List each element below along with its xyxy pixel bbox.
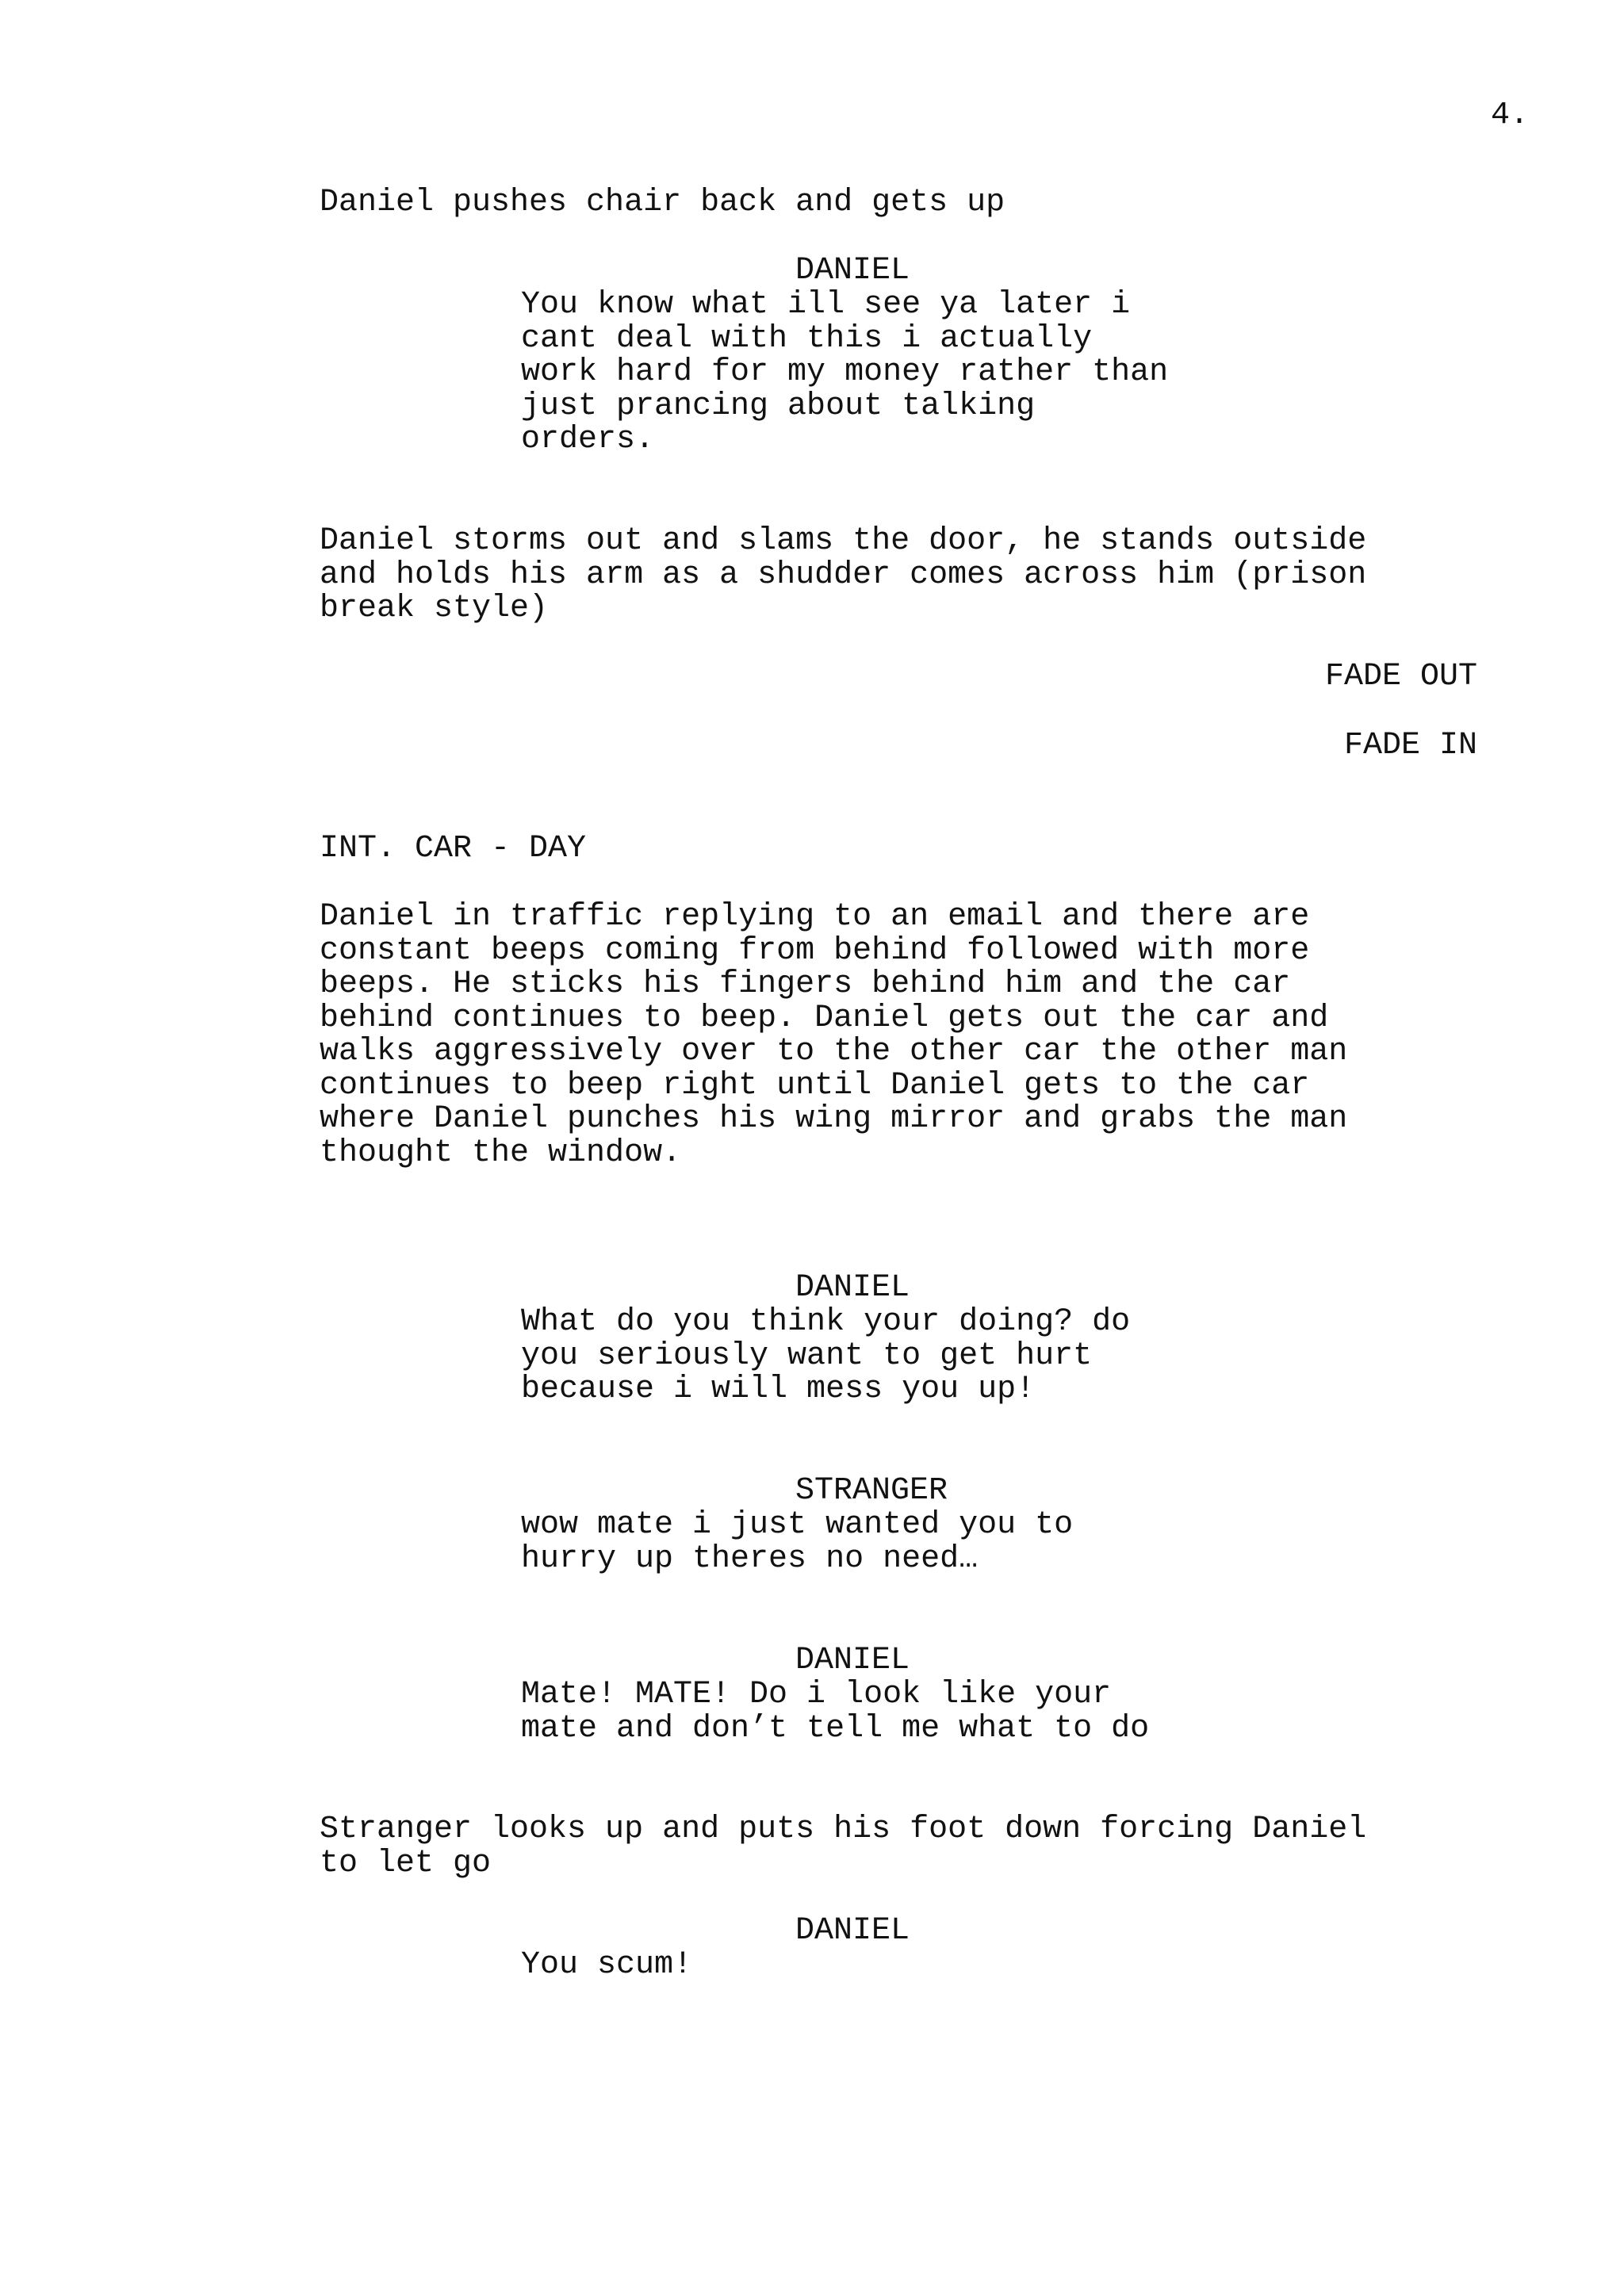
action-line: Daniel in traffic replying to an email and there are constant beeps coming from behind followed with more beeps. He sticks his fingers behind him and the car behind continues to beep. Daniel gets out the car and walks aggressively over to the other car the other man continues to beep right until Daniel gets to the car where Daniel punches his wing mirror and grabs the man thought the window. (320, 899, 1348, 1171)
dialogue: You scum! (521, 1947, 693, 1983)
character-name: DANIEL (795, 1270, 910, 1306)
dialogue: You know what ill see ya later i cant deal with this i actually work hard for my money rather than just prancing about talking orders. (521, 287, 1169, 457)
character-name: DANIEL (795, 1913, 910, 1949)
action-line: Stranger looks up and puts his foot down forcing Daniel to let go (320, 1812, 1367, 1881)
character-name: DANIEL (795, 1643, 910, 1678)
dialogue: wow mate i just wanted you to hurry up theres no need… (521, 1507, 1074, 1577)
dialogue: Mate! MATE! Do i look like your mate and don’t tell me what to do (521, 1677, 1150, 1747)
page-number: 4. (1490, 98, 1529, 133)
action-line: Daniel storms out and slams the door, he stands outside and holds his arm as a shudder comes across him (prison break style) (320, 523, 1367, 626)
character-name: STRANGER (795, 1473, 948, 1509)
character-name: DANIEL (795, 253, 910, 289)
scene-heading: INT. CAR - DAY (320, 831, 587, 867)
dialogue: What do you think your doing? do you seriously want to get hurt because i will mess you up! (521, 1304, 1131, 1407)
transition-fade-in: FADE IN (1343, 728, 1477, 763)
transition-fade-out: FADE OUT (1324, 659, 1477, 695)
action-line: Daniel pushes chair back and gets up (320, 185, 1005, 220)
